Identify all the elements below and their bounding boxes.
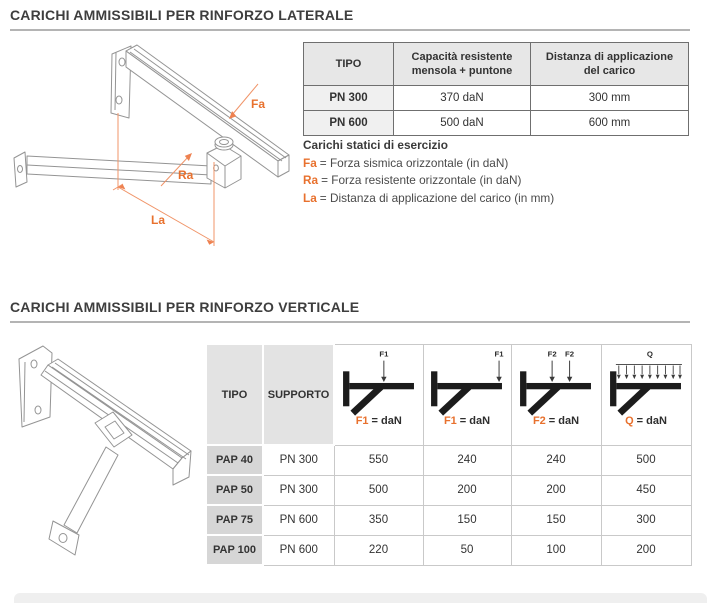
- section-laterale-title: CARICHI AMMISSIBILI PER RINFORZO LATERALE: [10, 7, 354, 23]
- legend-item-la: La = Distanza di applicazione del carico (in mm): [303, 190, 555, 205]
- value-cell: 240: [511, 445, 601, 475]
- value-cell: 550: [334, 445, 423, 475]
- svg-text:Q: Q: [646, 349, 653, 359]
- capacita-cell: 370 daN: [394, 86, 531, 111]
- legend-heading: Carichi statici di esercizio: [303, 138, 448, 152]
- table-row: [304, 86, 689, 111]
- value-cell: 50: [423, 535, 511, 565]
- table-row: [206, 445, 691, 475]
- section-laterale-divider: [10, 29, 690, 31]
- load-case-f1-end: [423, 344, 511, 445]
- value-cell: 200: [511, 475, 601, 505]
- value-cell: 200: [423, 475, 511, 505]
- wall-plate: [19, 346, 52, 427]
- col-header-tipo: TIPO: [206, 344, 263, 445]
- load-diagram-q-icon: [603, 348, 689, 416]
- value-cell: 500: [334, 475, 423, 505]
- col-header-distanza: Distanza di applicazione del carico: [531, 43, 689, 86]
- svg-text:F2: F2: [565, 349, 575, 359]
- case-value-label: F2 = daN: [532, 414, 580, 427]
- value-cell: 240: [423, 445, 511, 475]
- svg-text:F2: F2: [547, 349, 557, 359]
- table-row: [304, 111, 689, 136]
- load-diagram-f1-mid-icon: [336, 348, 422, 416]
- section-verticale-divider: [10, 321, 690, 323]
- table-row: [206, 535, 691, 565]
- value-cell: 100: [511, 535, 601, 565]
- tipo-cell: PAP 75: [206, 505, 263, 535]
- section-verticale-title: CARICHI AMMISSIBILI PER RINFORZO VERTICALE: [10, 299, 360, 315]
- value-cell: 300: [601, 505, 691, 535]
- value-cell: 150: [511, 505, 601, 535]
- load-diagram-f2-double-icon: [513, 348, 599, 416]
- load-case-f1-mid: [334, 344, 423, 445]
- supporto-cell: PN 300: [263, 475, 334, 505]
- legend-item-ra: Ra = Forza resistente orizzontale (in daN): [303, 173, 522, 187]
- static-loads-legend: [303, 137, 554, 207]
- tipo-cell: PN 600: [304, 111, 394, 136]
- value-cell: 150: [423, 505, 511, 535]
- tipo-cell: PAP 100: [206, 535, 263, 565]
- tipo-cell: PAP 40: [206, 445, 263, 475]
- tipo-cell: PAP 50: [206, 475, 263, 505]
- svg-text:F1: F1: [379, 349, 389, 359]
- vertical-bracket-drawing: [5, 337, 205, 562]
- header-row: [206, 344, 691, 445]
- lateral-bracket-drawing: [8, 40, 298, 255]
- supporto-cell: PN 600: [263, 535, 334, 565]
- col-header-supporto: SUPPORTO: [263, 344, 334, 445]
- table-row: [206, 505, 691, 535]
- load-diagram-f1-end-icon: [424, 348, 510, 416]
- col-header-tipo: TIPO: [304, 43, 394, 86]
- case-value-label: Q = daN: [625, 414, 667, 427]
- col-header-capacita: Capacità resistente mensola + puntone: [394, 43, 531, 86]
- ra-label: Ra: [178, 168, 194, 182]
- value-cell: 220: [334, 535, 423, 565]
- la-label: La: [151, 213, 166, 227]
- next-section-panel-edge: [14, 593, 707, 603]
- header-row: [304, 43, 689, 86]
- tipo-cell: PN 300: [304, 86, 394, 111]
- load-case-f2-double: [511, 344, 601, 445]
- supporto-cell: PN 300: [263, 445, 334, 475]
- load-case-q-distributed: [601, 344, 691, 445]
- capacita-cell: 500 daN: [394, 111, 531, 136]
- value-cell: 350: [334, 505, 423, 535]
- distanza-cell: 600 mm: [531, 111, 689, 136]
- lateral-loads-table: [303, 42, 689, 136]
- case-value-label: F1 = daN: [355, 414, 402, 427]
- vertical-loads-table: [205, 343, 692, 566]
- value-cell: 500: [601, 445, 691, 475]
- value-cell: 200: [601, 535, 691, 565]
- legend-item-fa: Fa = Forza sismica orizzontale (in daN): [303, 155, 509, 170]
- value-cell: 450: [601, 475, 691, 505]
- svg-text:F1: F1: [494, 349, 504, 359]
- distanza-cell: 300 mm: [531, 86, 689, 111]
- table-row: [206, 475, 691, 505]
- fa-label: Fa: [251, 97, 266, 111]
- supporto-cell: PN 600: [263, 505, 334, 535]
- strut: [49, 447, 118, 555]
- case-value-label: F1 = daN: [443, 414, 491, 427]
